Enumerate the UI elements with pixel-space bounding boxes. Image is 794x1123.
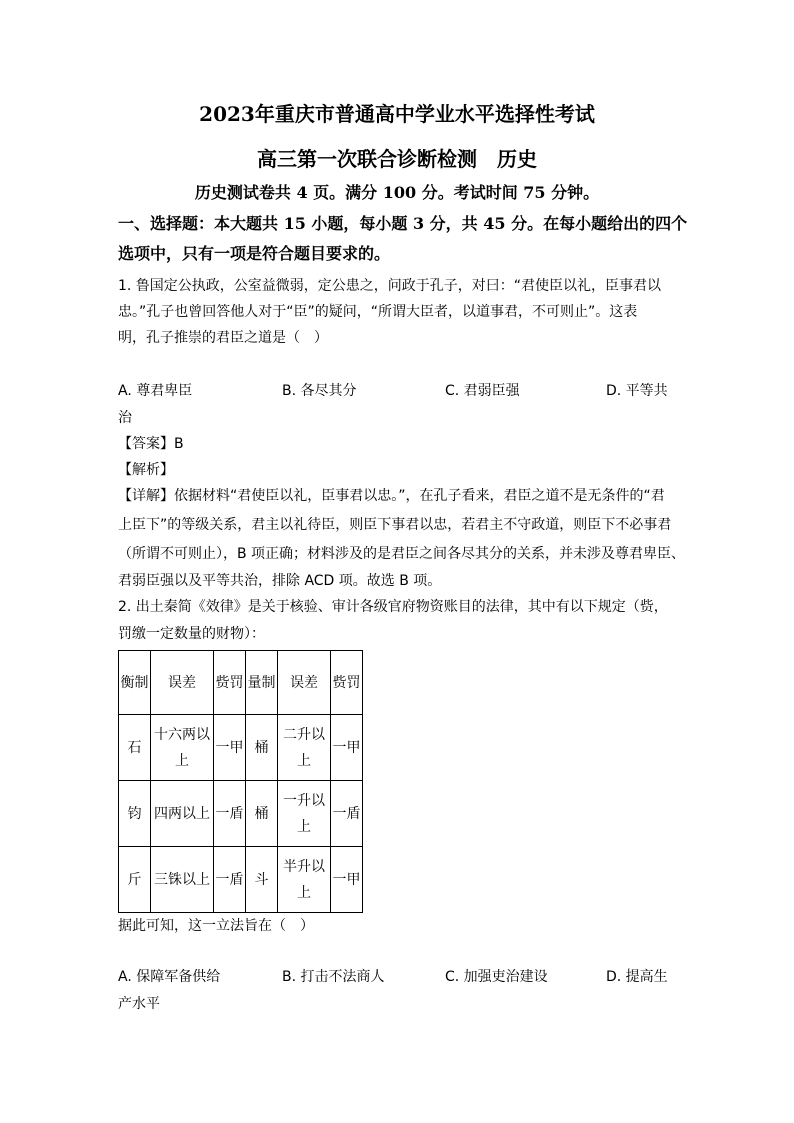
table-cell: 斗 — [246, 847, 278, 913]
exam-title: 2023年重庆市普通高中学业水平选择性考试 — [199, 102, 595, 126]
answer-value: B — [174, 436, 184, 452]
table-header-cell: 误差 — [151, 651, 214, 715]
table-cell: 三铢以上 — [151, 847, 214, 913]
table-cell: 一盾 — [331, 781, 363, 847]
q1-option-a: A. 尊君卑臣 — [118, 383, 193, 399]
table-cell: 半升以上 — [278, 847, 331, 913]
q1-stem-line: 1. 鲁国定公执政，公室益微弱，定公患之，问政于孔子，对曰：“君使臣以礼，臣事君以 — [118, 278, 662, 294]
table-header-cell: 赀罚 — [214, 651, 246, 715]
table-cell: 桶 — [246, 715, 278, 781]
q2-stem-line: 2. 出土秦简《效律》是关于核验、审计各级官府物资账目的法律，其中有以下规定（赀， — [118, 599, 668, 615]
table-cell: 一盾 — [214, 781, 246, 847]
table-cell: 十六两以上 — [151, 715, 214, 781]
q1-option-b: B. 各尽其分 — [282, 383, 357, 399]
table-cell: 钧 — [119, 781, 151, 847]
q2-option-d: D. 提高生 — [606, 969, 668, 985]
table-header-cell: 赀罚 — [331, 651, 363, 715]
table-cell: 四两以上 — [151, 781, 214, 847]
q2-option-b: B. 打击不法商人 — [282, 969, 385, 985]
q1-stem-line: 明，孔子推崇的君臣之道是（ ） — [118, 330, 328, 346]
table-cell: 一甲 — [331, 715, 363, 781]
table-cell: 石 — [119, 715, 151, 781]
table-row — [119, 847, 363, 913]
table-cell: 一盾 — [214, 847, 246, 913]
q1-detail-line: 【详解】依据材料“君使臣以礼，臣事君以忠。”，在孔子看来，君臣之道不是无条件的“君 — [118, 488, 665, 504]
section-heading-line1: 一、选择题：本大题共 15 小题，每小题 3 分，共 45 分。在每小题给出的四个 — [118, 214, 688, 233]
q1-detail-line: 君弱臣强以及平等共治，排除 ACD 项。故选 B 项。 — [118, 573, 442, 589]
q1-option-c: C. 君弱臣强 — [445, 383, 520, 399]
exam-info: 历史测试卷共 4 页。满分 100 分。考试时间 75 分钟。 — [194, 183, 600, 202]
table-header-cell: 误差 — [278, 651, 331, 715]
q1-analysis-label: 【解析】 — [118, 462, 174, 478]
q2-stem-line: 罚缴一定数量的财物）： — [118, 626, 265, 642]
table-cell: 斤 — [119, 847, 151, 913]
q2-question: 据此可知，这一立法旨在（ ） — [118, 918, 314, 934]
table-cell: 一甲 — [214, 715, 246, 781]
q2-table — [118, 650, 363, 913]
q2-option-d-wrap: 产水平 — [118, 996, 160, 1012]
table-header-row — [119, 651, 363, 715]
table-header-cell: 量制 — [246, 651, 278, 715]
table-header-cell: 衡制 — [119, 651, 151, 715]
q1-option-d: D. 平等共 — [606, 383, 668, 399]
section-heading-line2: 选项中，只有一项是符合题目要求的。 — [118, 244, 391, 263]
table-cell: 一甲 — [331, 847, 363, 913]
q1-detail-line: （所谓不可则止），B 项正确；材料涉及的是君臣之间各尽其分的关系，并未涉及尊君卑臣、 — [118, 546, 686, 562]
table-cell: 一升以上 — [278, 781, 331, 847]
exam-subtitle: 高三第一次联合诊断检测 历史 — [257, 147, 537, 171]
q1-stem-line: 忠。”孔子也曾回答他人对于“臣”的疑问，“所谓大臣者，以道事君，不可则止”。这表 — [118, 304, 638, 320]
q2-option-c: C. 加强吏治建设 — [445, 969, 548, 985]
q2-option-a: A. 保障军备供给 — [118, 969, 221, 985]
q1-detail-line: 上臣下”的等级关系，君主以礼待臣，则臣下事君以忠，若君主不守政道，则臣下不必事君 — [118, 517, 672, 533]
table-row — [119, 715, 363, 781]
q1-answer — [118, 433, 184, 453]
table-cell: 二升以上 — [278, 715, 331, 781]
answer-label: 【答案】 — [118, 436, 174, 452]
table-cell: 桶 — [246, 781, 278, 847]
table-row — [119, 781, 363, 847]
q1-option-d-wrap: 治 — [118, 410, 132, 426]
